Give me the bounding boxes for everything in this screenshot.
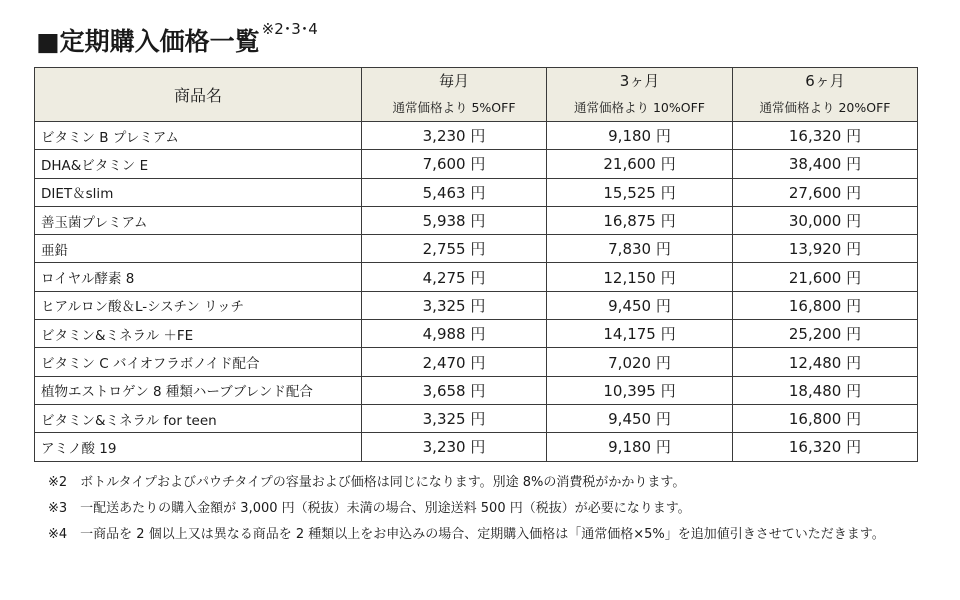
product-name-cell: DIET＆slim [35, 178, 362, 206]
header-6months: 6ヶ月 [733, 68, 918, 95]
monthly-price-cell: 4,275 円 [362, 263, 547, 291]
product-name-cell: ビタミン B プレミアム [35, 122, 362, 150]
product-name-cell: ビタミン&ミネラル ＋FE [35, 320, 362, 348]
product-name-cell: ビタミン&ミネラル for teen [35, 404, 362, 432]
table-row [35, 178, 918, 206]
monthly-price-cell: 2,470 円 [362, 348, 547, 376]
6months-price-cell: 25,200 円 [733, 320, 918, 348]
3months-price-cell: 14,175 円 [547, 320, 733, 348]
3months-price-cell: 21,600 円 [547, 150, 733, 178]
monthly-price-cell: 3,325 円 [362, 291, 547, 319]
3months-price-cell: 9,180 円 [547, 433, 733, 461]
footnote-2: ※2 ボトルタイプおよびパウチタイプの容量および価格は同じになります。別途 8%の消費税がかかります。 [48, 475, 686, 490]
table-row [35, 150, 918, 178]
3months-price-cell: 10,395 円 [547, 376, 733, 404]
price-table [34, 67, 918, 462]
3months-price-cell: 9,180 円 [547, 122, 733, 150]
header-product-name: 商品名 [35, 68, 362, 122]
6months-price-cell: 16,320 円 [733, 433, 918, 461]
table-row [35, 235, 918, 263]
page-title [36, 22, 318, 58]
monthly-price-cell: 3,230 円 [362, 122, 547, 150]
footnotes [48, 470, 885, 548]
6months-price-cell: 13,920 円 [733, 235, 918, 263]
table-row [35, 433, 918, 461]
footnote-3: ※3 一配送あたりの購入金額が 3,000 円（税抜）未満の場合、別途送料 500 円（税抜）が必要になります。 [48, 501, 691, 516]
product-name-cell: DHA&ビタミン E [35, 150, 362, 178]
6months-price-cell: 21,600 円 [733, 263, 918, 291]
monthly-price-cell: 7,600 円 [362, 150, 547, 178]
product-name-cell: アミノ酸 19 [35, 433, 362, 461]
header-monthly-discount: 通常価格より 5%OFF [362, 94, 547, 122]
title-footnote-ref: ※2･3･4 [261, 20, 318, 38]
product-name-cell: ヒアルロン酸＆L-シスチン リッチ [35, 291, 362, 319]
price-table-header [35, 68, 918, 122]
3months-price-cell: 9,450 円 [547, 404, 733, 432]
header-monthly: 毎月 [362, 68, 547, 95]
6months-price-cell: 27,600 円 [733, 178, 918, 206]
monthly-price-cell: 5,463 円 [362, 178, 547, 206]
monthly-price-cell: 3,325 円 [362, 404, 547, 432]
table-row [35, 320, 918, 348]
6months-price-cell: 16,800 円 [733, 404, 918, 432]
3months-price-cell: 7,020 円 [547, 348, 733, 376]
product-name-cell: ロイヤル酵素 8 [35, 263, 362, 291]
table-row [35, 122, 918, 150]
3months-price-cell: 12,150 円 [547, 263, 733, 291]
6months-price-cell: 12,480 円 [733, 348, 918, 376]
table-row [35, 263, 918, 291]
product-name-cell: 植物エストロゲン 8 種類ハーブブレンド配合 [35, 376, 362, 404]
6months-price-cell: 38,400 円 [733, 150, 918, 178]
6months-price-cell: 16,320 円 [733, 122, 918, 150]
3months-price-cell: 16,875 円 [547, 206, 733, 234]
3months-price-cell: 7,830 円 [547, 235, 733, 263]
6months-price-cell: 30,000 円 [733, 206, 918, 234]
6months-price-cell: 18,480 円 [733, 376, 918, 404]
header-3months-discount: 通常価格より 10%OFF [547, 94, 733, 122]
header-6months-discount: 通常価格より 20%OFF [733, 94, 918, 122]
product-name-cell: 亜鉛 [35, 235, 362, 263]
table-row [35, 376, 918, 404]
monthly-price-cell: 4,988 円 [362, 320, 547, 348]
table-row [35, 291, 918, 319]
price-table-body [35, 122, 918, 462]
6months-price-cell: 16,800 円 [733, 291, 918, 319]
footnote-4: ※4 一商品を 2 個以上又は異なる商品を 2 種類以上をお申込みの場合、定期購入価格は「通常価格×5%」を追加値引きさせていただきます。 [48, 527, 885, 542]
title-text: ■定期購入価格一覧 [36, 27, 260, 56]
monthly-price-cell: 3,230 円 [362, 433, 547, 461]
table-row [35, 404, 918, 432]
monthly-price-cell: 2,755 円 [362, 235, 547, 263]
monthly-price-cell: 5,938 円 [362, 206, 547, 234]
product-name-cell: 善玉菌プレミアム [35, 206, 362, 234]
product-name-cell: ビタミン C バイオフラボノイド配合 [35, 348, 362, 376]
header-3months: 3ヶ月 [547, 68, 733, 95]
3months-price-cell: 9,450 円 [547, 291, 733, 319]
table-row [35, 348, 918, 376]
3months-price-cell: 15,525 円 [547, 178, 733, 206]
table-row [35, 206, 918, 234]
monthly-price-cell: 3,658 円 [362, 376, 547, 404]
